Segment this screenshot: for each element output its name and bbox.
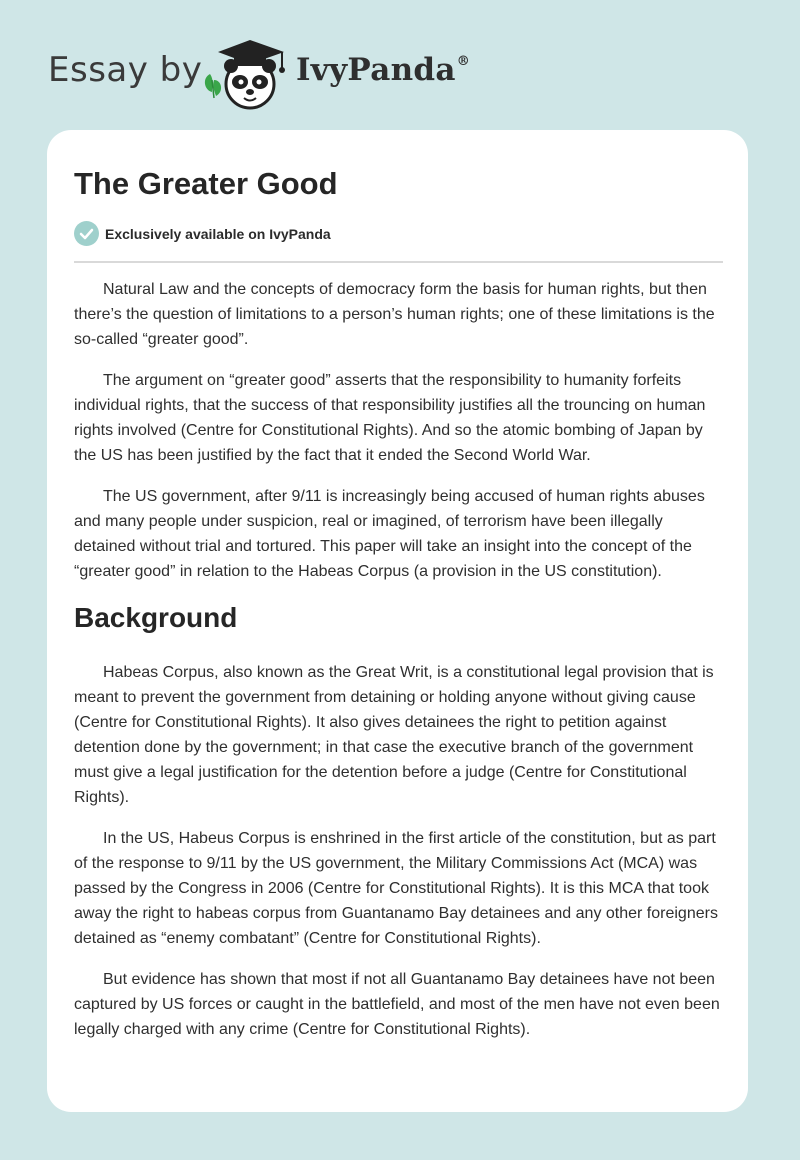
page-title: The Greater Good (74, 166, 338, 201)
paragraph: The argument on “greater good” asserts that the responsibility to humanity forfeits individual rights, that the success of that responsibility justifies all the trouncing on human rights involved (Centre for Constitutional Rights). And so the atomic bombing of Japan by the US has been justified by the fact that it ended the Second World War. (74, 372, 706, 464)
brand-name[interactable]: IvyPanda® (296, 52, 471, 88)
paragraph: In the US, Habeus Corpus is enshrined in the first article of the constitution, but as part of the response to 9/11 by the US government, the Military Commissions Act (MCA) was passed by the Congress in 2006 (Centre for Constitutional Rights). It is this MCA that took away the right to habeas corpus from Guantanamo Bay detainees and any other foreigners detained as “enemy combatant” (Centre for Constitutional Rights). (74, 830, 718, 947)
paragraph: Habeas Corpus, also known as the Great Writ, is a constitutional legal provision that is meant to prevent the government from detaining or holding anyone without giving cause (Centre for Constitutional Rights). It also gives detainees the right to petition against detention done by the government; in that case the executive branch of the government must give a legal justification for the detention before a judge (Centre for Constitutional Rights). (74, 664, 714, 806)
panda-graduate-icon[interactable] (200, 34, 296, 112)
paragraph: But evidence has shown that most if not all Guantanamo Bay detainees have not been captured by US forces or caught in the battlefield, and most of the men have not even been legally charged with any crime (Centre for Constitutional Rights). (74, 971, 720, 1038)
badge-label: Exclusively available on IvyPanda (105, 226, 331, 242)
divider (74, 261, 723, 263)
essay-card (47, 130, 748, 1112)
brand-prefix: Essay by (48, 50, 203, 90)
section-heading: Background (74, 602, 238, 633)
site-header (0, 0, 800, 130)
registered-mark: ® (456, 54, 471, 69)
paragraph: Natural Law and the concepts of democracy form the basis for human rights, but then there’s the question of limitations to a person’s human rights; one of these limitations is the so-called “greater good”. (74, 281, 715, 348)
paragraph: The US government, after 9/11 is increasingly being accused of human rights abuses and many people under suspicion, real or imagined, of terrorism have been illegally detained without trial and tortured. This paper will take an insight into the concept of the “greater good” in relation to the Habeas Corpus (a provision in the US constitution). (74, 488, 705, 580)
exclusive-badge (74, 221, 674, 247)
check-circle-icon (74, 221, 99, 246)
essay-body (74, 277, 725, 1058)
